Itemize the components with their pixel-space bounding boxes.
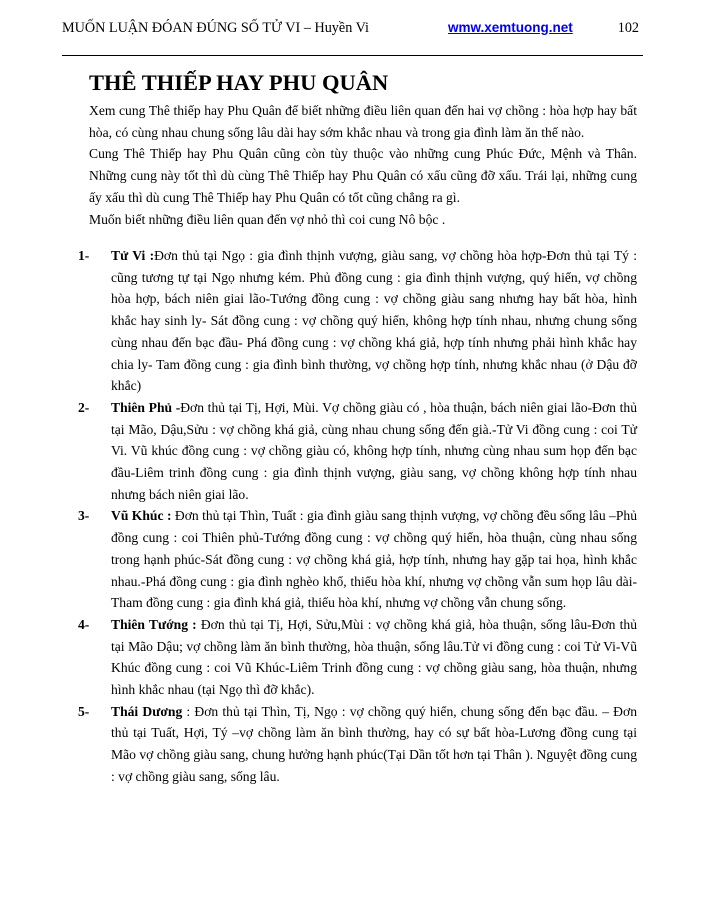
paragraph-concubine: Muốn biết những điều liên quan đến vợ nhỏ thì coi cung Nô bộc . — [89, 211, 446, 227]
section-intro — [89, 68, 637, 230]
paragraph-intro: Xem cung Thê thiếp hay Phu Quân để biết những điều liên quan đến hai vợ chồng : hòa hợp hay bất hòa, có cùng nhau chung sống lâu dài hay sớm khắc nhau và trong gia đình làm ăn thế nào. — [89, 103, 637, 140]
item-text: : Đơn thủ tại Thìn, Tị, Ngọ : vợ chồng quý hiển, chung sống đến bạc đầu. – Đơn thủ tại Tuất, Hợi, Tý –vợ chồng làm ăn bình thường, hay có sự bất hòa-Lương đồng cung tại Mão vợ chồng giàu sang, chung hưởng hạnh phúc(Tại Dần tốt hơn tại Thân ). Nguyệt đồng cung : vợ chồng giàu sang, sống lâu. — [111, 703, 637, 784]
item-number: 5- — [78, 703, 90, 719]
item-heading: Thái Dương — [111, 703, 183, 719]
header-divider — [62, 55, 643, 56]
paragraph-dependency: Cung Thê Thiếp hay Phu Quân cũng còn tùy thuộc vào những cung Phúc Đức, Mệnh và Thân. Những cung này tốt thì dù cùng Thê Thiếp hay Phu Quân có xấu cũng đỡ xấu. Trái lại, những cung ấy xấu thì dù cung Thê Thiếp hay Phu Quân có tốt cũng chẳng ra gì. — [89, 146, 637, 205]
list-item — [78, 245, 637, 397]
list-item — [78, 505, 637, 614]
item-text: Đơn thủ tại Ngọ : gia đình thịnh vượng, giàu sang, vợ chồng hòa hợp-Đơn thủ tại Tý : cũng tương tự tại Ngọ nhưng kém. Phủ đồng cung : gia đình thịnh vượng, quý hiển, vợ chồng hòa hợp, bách niên giai lão-Tướng đồng cung : vợ chồng giàu sang nhưng hay bất hòa, hình khắc hay sinh ly- Sát đồng cung : vợ chồng quý hiển, không hợp tính nhau, nhưng chung sống cùng nhau đến bạc đầu- Phá đồng cung : vợ chồng khá giả, hợp tính nhưng phải hình khắc hay chia ly- Tam đồng cung : gia đình bình thường, vợ chồng hợp tính, nhưng khắc nhau (ở Dậu đỡ khắc) — [111, 248, 637, 394]
section-title: THÊ THIẾP HAY PHU QUÂN — [89, 70, 389, 95]
item-text: Đơn thủ tại Thìn, Tuất : gia đình giàu sang thịnh vượng, vợ chồng đều sống lâu –Phủ đồng cung : coi Thiên phủ-Tướng đồng cung : vợ chồng quý hiển, hòa thuận, cùng nhau sống trong hạnh phúc-Sát đồng cung : vợ chồng khá giả, hợp tính, nhưng hay gặp tai họa, hình khắc nhau.-Phá đồng cung : gia đình nghèo khổ, thiếu hòa khí, nhưng vợ chồng vẫn sum họp lâu dài- Tham đồng cung : gia đình khá giả, thiếu hòa khí, nhưng vợ chồng vẫn chung sống. — [111, 508, 637, 611]
list-item — [78, 397, 637, 506]
star-list — [78, 245, 637, 788]
page-header — [62, 20, 643, 40]
item-number: 2- — [78, 399, 90, 415]
item-number: 4- — [78, 616, 90, 632]
item-text: Đơn thủ tại Tị, Hợi, Mùi. Vợ chồng giàu có , hòa thuận, bách niên giai lão-Đơn thủ tại Mão, Dậu,Sửu : vợ chồng khá giả, cùng nhau chung sống đến già.-Tử Vi đồng cung : coi Tử Vi. Vũ khúc đồng cung : vợ chồng giàu có, không hợp tính, nhưng cùng nhau sum họp đến bạc đầu-Liêm trinh đồng cung : gia đình thịnh vượng, giàu sang, vợ chồng không hợp tính nhau nhưng bách niên giai lão. — [111, 399, 637, 502]
item-number: 3- — [78, 508, 90, 524]
item-heading: Thiên Phủ - — [111, 399, 181, 415]
item-heading: Vũ Khúc : — [111, 508, 172, 524]
item-number: 1- — [78, 248, 90, 263]
item-heading: Tử Vi : — [111, 248, 155, 263]
item-heading: Thiên Tướng : — [111, 616, 197, 632]
list-item — [78, 614, 637, 701]
book-title: MUỐN LUẬN ĐÓAN ĐÚNG SỐ TỬ VI – Huyền Vi — [62, 20, 369, 36]
item-text: Đơn thủ tại Tị, Hợi, Sửu,Mùi : vợ chồng khá giả, hòa thuận, sống lâu-Đơn thủ tại Mão Dậu; vợ chồng làm ăn bình thường, hòa thuận, sống lâu.Tử vi đồng cung : coi Tử Vi-Vũ Khúc đồng cung : coi Vũ Khúc-Liêm Trinh đồng cung : vợ chồng giàu sang, hòa thuận, nhưng hình khắc nhau (tại Ngọ thì đỡ khắc). — [111, 616, 637, 698]
list-item — [78, 701, 637, 788]
page-number: 102 — [617, 20, 639, 36]
website-link[interactable]: wmw.xemtuong.net — [448, 20, 573, 35]
